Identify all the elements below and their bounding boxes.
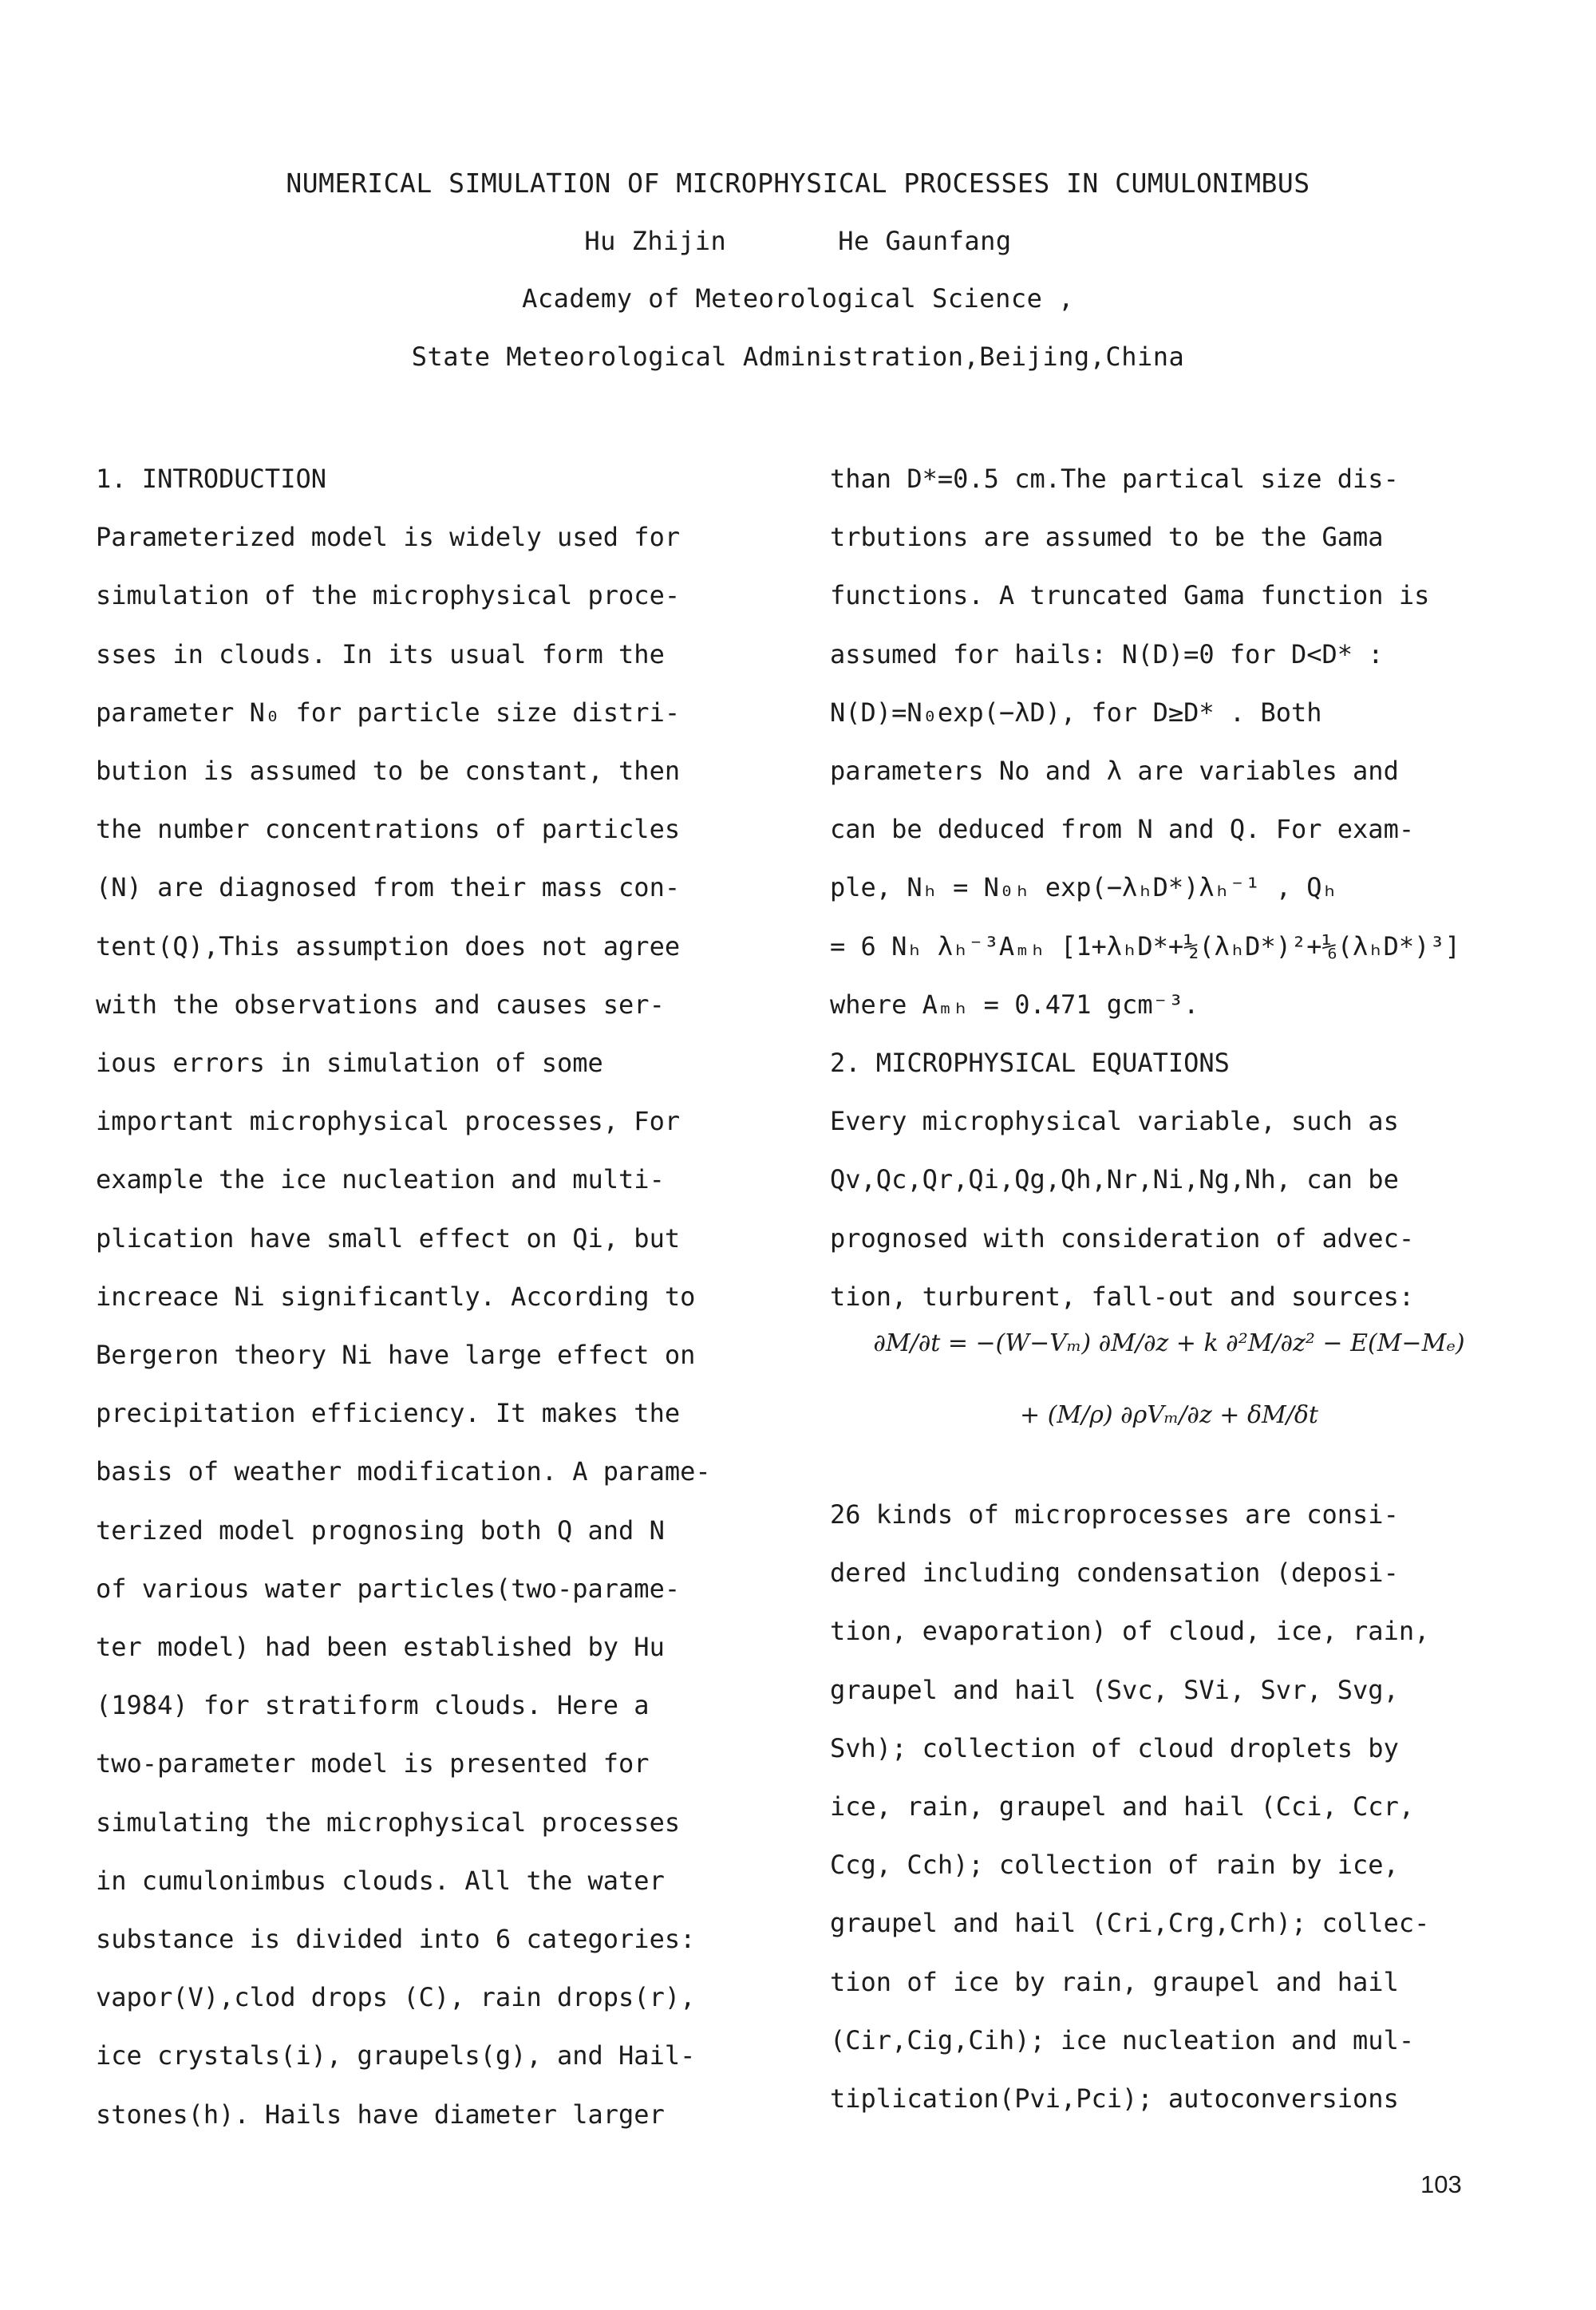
body-text-line: important microphysical processes, For — [96, 1106, 681, 1137]
body-text-line: ice crystals(i), graupels(g), and Hail- — [96, 2040, 696, 2071]
body-text-line: Qv,Qc,Qr,Qi,Qg,Qh,Nr,Ni,Ng,Nh, can be — [830, 1164, 1399, 1195]
body-text-line: functions. A truncated Gama function is — [830, 580, 1430, 611]
equation-line: + (M/ρ) ∂ρVₘ/∂z + δM/δt — [1020, 1401, 1318, 1429]
body-text-line: sses in clouds. In its usual form the — [96, 638, 665, 669]
author-name: Hu Zhijin — [584, 226, 727, 256]
body-text-line: Bergeron theory Ni have large effect on — [96, 1340, 696, 1370]
body-text-line: = 6 Nₕ λₕ⁻³Aₘₕ [1+λₕD*+½(λₕD*)²+⅙(λₕD*)³] — [830, 930, 1460, 962]
body-text-line: bution is assumed to be constant, then — [96, 756, 681, 786]
body-text-line: example the ice nucleation and multi- — [96, 1164, 665, 1195]
body-text-line: with the observations and causes ser- — [96, 989, 665, 1020]
body-text-line: vapor(V),clod drops (C), rain drops(r), — [96, 1982, 696, 2013]
body-text-line: simulating the microphysical processes — [96, 1807, 681, 1838]
body-text-line: Ccg, Cch); collection of rain by ice, — [830, 1850, 1399, 1881]
affiliation-line: State Meteorological Administration,Beijing,China — [411, 342, 1185, 372]
body-text-line: tiplication(Pvi,Pci); autoconversions — [830, 2083, 1399, 2114]
body-text-line: ter model) had been established by Hu — [96, 1632, 665, 1662]
body-text-line: where Aₘₕ = 0.471 gcm⁻³. — [830, 989, 1199, 1020]
body-text-line: increace Ni significantly. According to — [96, 1281, 696, 1312]
body-text-line: graupel and hail (Cri,Crg,Crh); collec- — [830, 1908, 1430, 1939]
body-text-line: assumed for hails: N(D)=0 for D<D* : — [830, 638, 1384, 669]
body-text-line: parameters No and λ are variables and — [830, 756, 1399, 786]
body-text-line: ice, rain, graupel and hail (Cci, Ccr, — [830, 1791, 1415, 1822]
body-text-line: ious errors in simulation of some — [96, 1048, 603, 1078]
body-text-line: parameter N₀ for particle size distri- — [96, 697, 681, 728]
equation-line: ∂M/∂t = −(W−Vₘ) ∂M/∂z + k ∂²M/∂z² − E(M−Mₑ) — [873, 1329, 1465, 1357]
body-text-line: of various water particles(two-parame- — [96, 1573, 681, 1604]
page-number: 103 — [1420, 2170, 1462, 2198]
section-heading: 1. INTRODUCTION — [96, 464, 326, 494]
body-text-line: can be deduced from N and Q. For exam- — [830, 814, 1415, 845]
body-text-line: trbutions are assumed to be the Gama — [830, 522, 1384, 553]
body-text-line: basis of weather modification. A parame- — [96, 1456, 711, 1487]
section-heading: 2. MICROPHYSICAL EQUATIONS — [830, 1048, 1230, 1078]
body-text-line: (N) are diagnosed from their mass con- — [96, 872, 681, 903]
body-text-line: stones(h). Hails have diameter larger — [96, 2099, 665, 2130]
body-text-line: two-parameter model is presented for — [96, 1748, 650, 1779]
body-text-line: prognosed with consideration of advec- — [830, 1222, 1415, 1254]
body-text-line: tent(Q),This assumption does not agree — [96, 930, 681, 962]
body-text-line: ple, Nₕ = N₀ₕ exp(−λₕD*)λₕ⁻¹ , Qₕ — [830, 872, 1337, 903]
author-name: He Gaunfang — [838, 226, 1012, 256]
body-text-line: Parameterized model is widely used for — [96, 522, 681, 553]
body-text-line: tion of ice by rain, graupel and hail — [830, 1966, 1399, 1997]
body-text-line: (1984) for stratiform clouds. Here a — [96, 1690, 650, 1721]
body-text-line: 26 kinds of microprocesses are consi- — [830, 1499, 1399, 1530]
body-text-line: plication have small effect on Qi, but — [96, 1222, 681, 1254]
body-text-line: simulation of the microphysical proce- — [96, 580, 681, 611]
author-line — [0, 226, 1596, 256]
body-text-line: substance is divided into 6 categories: — [96, 1924, 696, 1954]
body-text-line: in cumulonimbus clouds. All the water — [96, 1865, 665, 1896]
body-text-line: than D*=0.5 cm.The partical size dis- — [830, 464, 1399, 494]
body-text-line: (Cir,Cig,Cih); ice nucleation and mul- — [830, 2024, 1415, 2055]
affiliation-line: Academy of Meteorological Science , — [522, 283, 1074, 314]
body-text-line: Every microphysical variable, such as — [830, 1106, 1399, 1137]
body-text-line: dered including condensation (deposi- — [830, 1558, 1399, 1589]
body-text-line: graupel and hail (Svc, SVi, Svr, Svg, — [830, 1674, 1399, 1705]
body-text-line: tion, evaporation) of cloud, ice, rain, — [830, 1616, 1430, 1647]
body-text-line: terized model prognosing both Q and N — [96, 1514, 665, 1546]
body-text-line: Svh); collection of cloud droplets by — [830, 1732, 1399, 1763]
body-text-line: the number concentrations of particles — [96, 814, 681, 845]
body-text-line: tion, turburent, fall-out and sources: — [830, 1281, 1415, 1312]
body-text-line: N(D)=N₀exp(−λD), for D≥D* . Both — [830, 697, 1322, 728]
paper-title: NUMERICAL SIMULATION OF MICROPHYSICAL PROCESSES IN CUMULONIMBUS — [286, 168, 1310, 199]
body-text-line: precipitation efficiency. It makes the — [96, 1398, 681, 1429]
